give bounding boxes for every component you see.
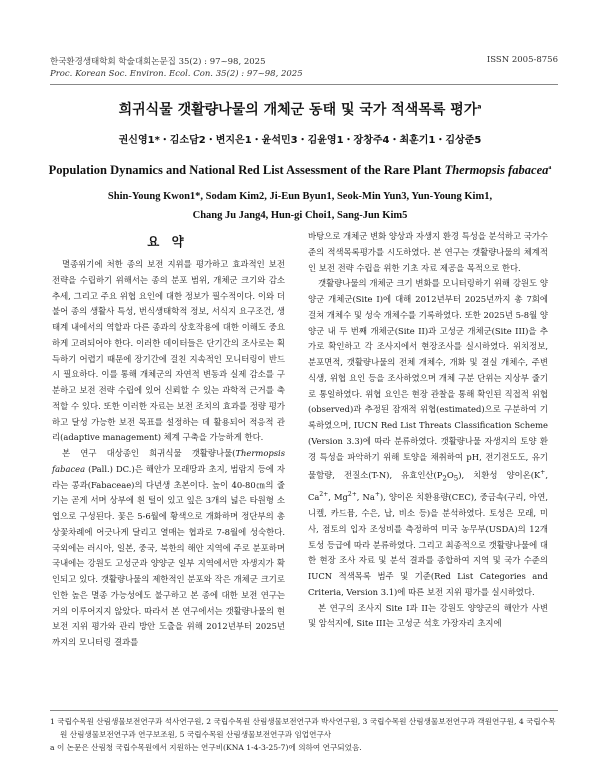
- header-rule: [50, 84, 558, 85]
- affiliation-footnote: 1 국립수목원 산림생물보전연구과 석사연구원, 2 국립수목원 산림생물보전연구과 박사연구원, 3 국립수목원 산림생물보전연구과 객원연구원, 4 국립수목원 산림생물보전연구과 연구보조원, 5 국립수목원 산림생물보전연구과 임업연구사: [50, 717, 556, 739]
- body-column-left: [52, 257, 285, 651]
- paragraph: 본 연구의 조사지 Site I과 II는 강원도 양양군의 해안가 사변 및 암석지에, Site III는 고성군 석호 가장자리 초지에: [308, 602, 548, 629]
- abstract-heading: 요 약: [147, 234, 188, 249]
- paper-title-en: Population Dynamics and National Red List Assessment of the Rare Plant Thermopsis fabacea$^a$: [48, 163, 552, 177]
- footnote-rule: [50, 710, 558, 711]
- paragraph: 본 연구 대상종인 희귀식물 갯활량나물(Thermopsis fabacea (Pall.) DC.)은 해안가 모래땅과 초지, 범람지 등에 자라는 콩과(Fabaceae)의 다년생 초본이다. 높이 40-80㎝의 줄기는 곧게 서며 상부에 흰 털이 있고 잎은 3개의 넓은 타원형 소엽으로 구성된다. 꽃은 5-6월에 황색으로 개화하며 정단부의 총상꽃차례에 어긋나게 달리고 열매는 협과로 7-8월에 성숙한다. 국외에는 러시아, 일본, 중국, 북한의 해안 지역에 주로 분포하며 국내에는 강원도 고성군과 양양군 일부 지역에서만 자생지가 확인되고 있다. 갯활량나물의 제한적인 분포와 작은 개체군 크기로 인한 높은 멸종 가능성에도 불구하고 본 종에 대한 보전 연구는 거의 이루어지지 않았다. 따라서 본 연구에서는 갯활량나물의 현 보전 지위 평가와 관리 방안 도출을 위해 2012년부터 2025년까지의 모니터링 결과를: [52, 448, 285, 647]
- footnotes: [50, 715, 558, 754]
- issn: ISSN 2005-8756: [486, 55, 558, 65]
- journal-citation-en: Proc. Korean Soc. Environ. Ecol. Con. 35(2) : 97~98, 2025: [50, 69, 303, 79]
- authors-ko: 권신영1*・김소담2・변지은1・윤석민3・김윤영1・장창주4・최훈기1・김상준5: [118, 135, 482, 146]
- paragraph: 멸종위기에 처한 종의 보전 지위를 평가하고 효과적인 보전 전략을 수립하기 위해서는 종의 분포 범위, 개체군 크기와 감소 추세, 그리고 주요 위협 요인에 대한 정보가 필수적이다. 이와 더불어 종의 생활사 특성, 번식생태학적 정보, 서식지 요구조건, 생태계 내에서의 역할과 다른 종과의 상호작용에 대한 이해도 중요하게 고려되어야 한다. 이러한 데이터들은 단기간의 조사로는 획득하기 어렵기 때문에 장기간에 걸친 지속적인 모니터링이 반드시 필요하다. 이를 통해 개체군의 자연적 변동과 실제 감소를 구분하고 보전 전략 수립에 있어 신뢰할 수 있는 과학적 근거를 축적할 수 있다. 또한 이러한 자료는 보전 조치의 효과를 정량 평가하고 달성 가능한 보전 목표를 설정하는 데 활용되어 적응적 관리(adaptive management) 체계 구축을 가능하게 한다.: [52, 259, 285, 443]
- body-column-right: [308, 229, 548, 632]
- paragraph: 바탕으로 개체군 변화 양상과 자생지 환경 특성을 분석하고 국가수준의 적색목록평가를 시도하였다. 본 연구는 갯활량나물의 체계적인 보전 전략 수립을 위한 기초 자료 제공을 목적으로 한다.: [308, 231, 548, 273]
- authors-en: Shin-Young Kwon1*, Sodam Kim2, Ji-Eun Byun1, Seok-Min Yun3, Yun-Young Kim1, Chang Ju Jang4, Hun-gi Choi1, Sang-Jun Kim5: [107, 191, 493, 221]
- paper-title-ko: 희귀식물 갯활량나물의 개체군 동태 및 국가 적색목록 평가$^a$: [118, 102, 482, 118]
- funding-footnote: a 이 논문은 산림청 국립수목원에서 지원하는 연구비(KNA 1-4-3-25-7)에 의하여 연구되었음.: [50, 743, 362, 752]
- journal-citation-ko: 한국환경생태학회 학술대회논문집 35(2) : 97~98, 2025: [50, 57, 266, 67]
- running-header: [50, 55, 558, 79]
- paragraph: 갯활량나물의 개체군 크기 변화를 모니터링하기 위해 강원도 양양군 개체군(Site I)에 대해 2012년부터 2025년까지 총 7회에 걸쳐 개체수 및 성숙 개체수를 기록하였다. 또한 2025년 5-8월 양양군 내 두 번째 개체군(Site II)과 고성군 개체군(Site III)을 추가로 확인하고 각 조사지에서 현장조사를 실시하였다. 위치정보, 분포면적, 갯활량나물의 전체 개체수, 개화 및 결실 개체수, 주변 식생, 위협 요인 등을 조사하였으며 개체 구분 단위는 지상부 줄기로 통일하였다. 위협 요인은 현장 관찰을 통해 확인된 직접적 위협(observed)과 추정된 잠재적 위협(estimated)으로 구분하여 기록하였으며, IUCN Red List Threats Classification Scheme (Version 3.3)에 따라 분류하였다. 갯활량나물 자생지의 토양 환경 특성을 파악하기 위해 토양을 채취하여 pH, 전기전도도, 유기물함량, 전질소(T-N), 유효인산$(P_2O_5)$, 치환성 양이온(K+, $Ca^{2+}$, $Mg^{2+}$, Na+), 양이온 치환용량(CEC), 중금속(구리, 아연, 니켈, 카드뮴, 수은, 납, 비소 등)을 분석하였다. 토성은 모래, 미사, 점토의 입자 조성비를 측정하여 미국 농무부(USDA)의 12개 토성 등급에 따라 분류하였다. 그리고 최종적으로 갯활량나물에 대한 현장 조사 자료 및 분석 결과를 종합하여 지역 및 국가 수준의 IUCN 적색목록 범주 및 기준(Red List Categories and Criteria, Version 3.1)에 따른 보전 지위 평가를 실시하였다.: [308, 278, 548, 597]
